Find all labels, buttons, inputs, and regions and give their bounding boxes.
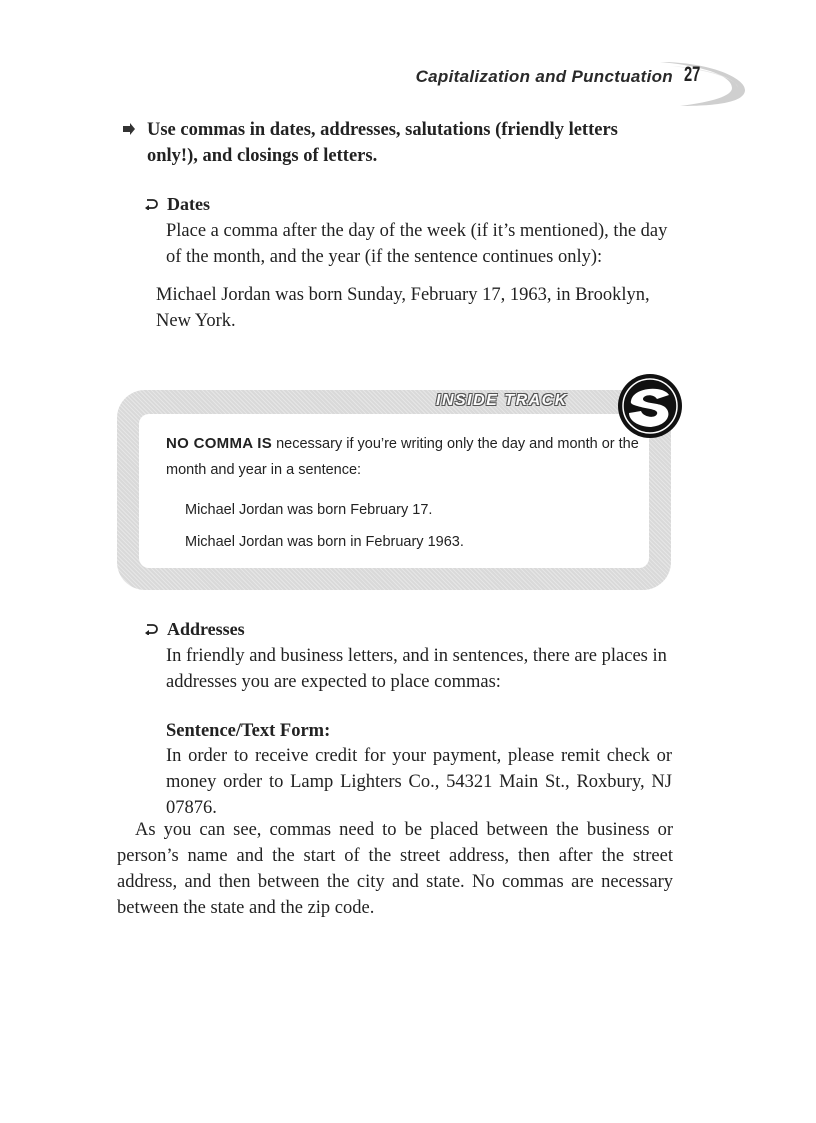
sentence-form-text: In order to receive credit for your payment, please remit check or money order to Lamp Lighters Co., 54321 Main St., Roxbury, NJ 07876. bbox=[166, 746, 672, 818]
main-bullet-text: Use commas in dates, addresses, salutations (friendly letters only!), and closings of letters. bbox=[147, 120, 618, 166]
inside-track-title: INSIDE TRACK bbox=[436, 392, 568, 409]
addresses-heading-label: Addresses bbox=[167, 619, 245, 639]
inside-track-box bbox=[117, 390, 671, 590]
page-number: 27 bbox=[684, 63, 701, 86]
dates-heading bbox=[145, 192, 210, 216]
running-header-title: Capitalization and Punctuation bbox=[415, 67, 673, 86]
sentence-form-label: Sentence/Text Form: bbox=[166, 721, 331, 741]
page-header bbox=[0, 60, 816, 110]
arrow-bullet-icon bbox=[122, 122, 136, 136]
inside-track-example-2: Michael Jordan was born in February 1963. bbox=[185, 534, 464, 550]
dates-example: Michael Jordan was born Sunday, February 17, 1963, in Brooklyn, New York. bbox=[156, 285, 650, 331]
track-logo-icon bbox=[617, 373, 683, 439]
inside-track-intro bbox=[166, 431, 646, 483]
closing-paragraph: As you can see, commas need to be placed between the business or person’s name and the start of the street address, then after the street address, and then between the city and state. No commas are necessary between the state and the zip code. bbox=[117, 820, 673, 918]
dates-heading-label: Dates bbox=[167, 194, 210, 214]
addresses-description: In friendly and business letters, and in sentences, there are places in addresses you are expected to place commas: bbox=[166, 646, 667, 692]
inside-track-example-1: Michael Jordan was born February 17. bbox=[185, 502, 433, 518]
inside-track-lead: NO COMMA IS bbox=[166, 435, 273, 452]
addresses-heading bbox=[145, 617, 245, 641]
main-bullet-point bbox=[122, 117, 662, 169]
hook-arrow-icon bbox=[145, 623, 159, 635]
dates-description: Place a comma after the day of the week (if it’s mentioned), the day of the month, and the year (if the sentence continues only): bbox=[166, 221, 668, 267]
hook-arrow-icon bbox=[145, 198, 159, 210]
inside-track-text: necessary if you’re writing only the day and month or the month and year in a sentence: bbox=[166, 436, 639, 478]
